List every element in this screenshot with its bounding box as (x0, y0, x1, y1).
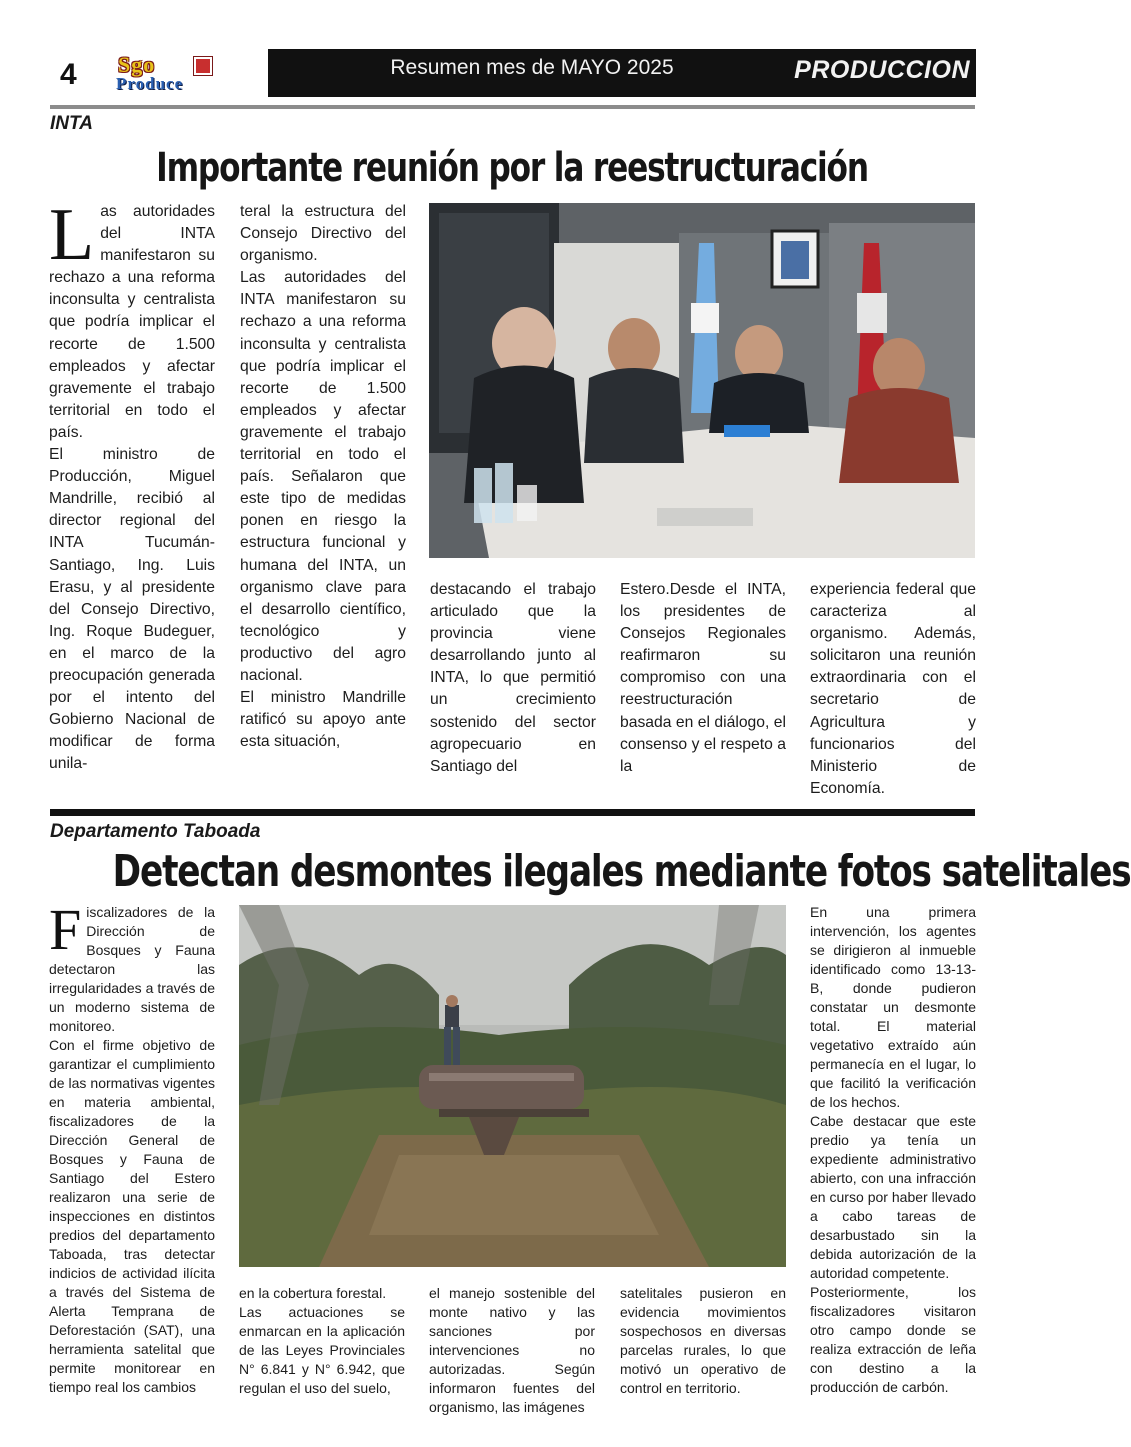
article2-paragraph: Las actuaciones se enmarcan en la aplicación de las Leyes Provinciales N° 6.841 y N° 6.942, que regulan el uso del suelo, (239, 1304, 405, 1396)
article1-column-1 (49, 194, 215, 775)
article1-column-3 (430, 579, 596, 778)
page-number: 4 (60, 58, 77, 91)
article1-column-2 (240, 201, 406, 753)
article2-column-2 (239, 1284, 405, 1398)
article1-paragraph: Estero.Desde el INTA, los presidentes de Consejos Regionales reafirmaron su compromiso con una reestructuración basada en el diálogo, el consenso y el respeto a la (620, 581, 786, 775)
article1-tag: INTA (50, 113, 93, 134)
article1-column-5 (810, 579, 976, 800)
article1-paragraph: as autoridades del INTA manifestaron su rechazo a una reforma inconsulta y centralista que podría implicar el recorte de 1.500 empleados y afectar gravemente el trabajo territorial en todo el país. (49, 203, 215, 441)
article1-column-4 (620, 579, 786, 778)
article1-paragraph: El ministro de Producción, Miguel Mandrille, recibió al director regional del INTA Tucumán-Santiago, Ing. Luis Erasu, y al presidente del Consejo Directivo, Ing. Roque Budeguer, en el marco de la preocupación generada por el intento del Gobierno Nacional de modificar de forma unila- (49, 446, 215, 773)
article2-column-1 (49, 897, 215, 1397)
section-name: PRODUCCION (794, 56, 970, 84)
article2-paragraph: Con el firme objetivo de garantizar el cumplimiento de las normativas vigentes en materia ambiental, fiscalizadores de la Dirección General de Bosques y Fauna de Santiago del Estero realizaron una serie de inspecciones en distintos predios del departamento Taboada, tras detectar indicios de actividad ilícita a través del Sistema de Alerta Temprana de Deforestación (SAT), una herramienta satelital que permite monitorear en tiempo real los cambios (49, 1037, 215, 1395)
article2-column-4 (620, 1284, 786, 1398)
issue-title: Resumen mes de MAYO 2025 (390, 56, 674, 79)
article2-column-3 (429, 1284, 595, 1417)
article1-paragraph: Las autoridades del INTA manifestaron su rechazo a una reforma inconsulta y centralista que podría implicar el recorte de 1.500 empleados y afectar gravemente el trabajo territorial en todo el país. Señalaron que este tipo de medidas ponen en riesgo la estructura funcional y humana del INTA, un organismo clave para el desarrollo científico, tecnológico y productivo del agro nacional. (240, 269, 406, 684)
article1-paragraph: experiencia federal que caracteriza al organismo. Además, solicitaron una reunión extraordinaria con el secretario de Agricultura y funcionarios del Ministerio de Economía. (810, 581, 976, 797)
article1-paragraph: El ministro Mandrille ratificó su apoyo ante esta situación, (240, 689, 406, 751)
article2-paragraph: Posteriormente, los fiscalizadores visitaron otro campo donde se realiza extracción de leña con destino a la producción de carbón. (810, 1284, 976, 1395)
sgo-produce-logo (112, 52, 262, 96)
article2-column-5 (810, 903, 976, 1397)
article1-paragraph: teral la estructura del Consejo Directivo del organismo. (240, 203, 406, 265)
logo-text-bottom: Produce (116, 74, 184, 93)
article1-headline: Importante reunión por la reestructuración (156, 145, 868, 191)
meeting-photo (429, 203, 975, 558)
article2-paragraph: el manejo sostenible del monte nativo y las sanciones por intervenciones no autorizadas. Según informaron fuentes del organismo, las imágenes (429, 1285, 595, 1415)
header-divider (50, 105, 975, 109)
article1-paragraph: destacando el trabajo articulado que la provincia viene desarrollando junto al INTA, lo que permitió un crecimiento sostenido del sector agropecuario en Santiago del (430, 581, 596, 775)
article-divider (50, 809, 975, 816)
article2-paragraph: satelitales pusieron en evidencia movimientos sospechosos en diversas parcelas rurales, lo que motivó un operativo de control en territorio. (620, 1285, 786, 1396)
article1-dropcap: L (49, 194, 95, 276)
logo-flag-icon (194, 57, 212, 75)
article2-paragraph: En una primera intervención, los agentes se dirigieron al inmueble identificado como 13-13-B, donde pudieron constatar un desmonte total. El material vegetativo extraído aún permanecía en el lugar, lo que facilitó la verificación de los hechos. (810, 904, 976, 1110)
article2-headline: Detectan desmontes ilegales mediante fotos satelitales (112, 846, 1131, 897)
article2-tag: Departamento Taboada (50, 821, 261, 842)
meeting-photo-illustration (429, 203, 975, 558)
deforestation-photo-illustration (239, 905, 786, 1267)
deforestation-photo (239, 905, 786, 1267)
logo-text-top: Sgo (118, 52, 156, 77)
article2-dropcap: F (49, 897, 82, 962)
article2-paragraph: en la cobertura forestal. (239, 1285, 387, 1301)
article2-paragraph: Cabe destacar que este predio ya tenía un expediente administrativo abierto, con una infracción en curso por haber llevado a cabo tareas de desarbustado sin la debida autorización de la autoridad competente. (810, 1113, 976, 1281)
article2-paragraph: iscalizadores de la Dirección de Bosques y Fauna detectaron las irregularidades a través de un moderno sistema de monitoreo. (49, 904, 215, 1034)
